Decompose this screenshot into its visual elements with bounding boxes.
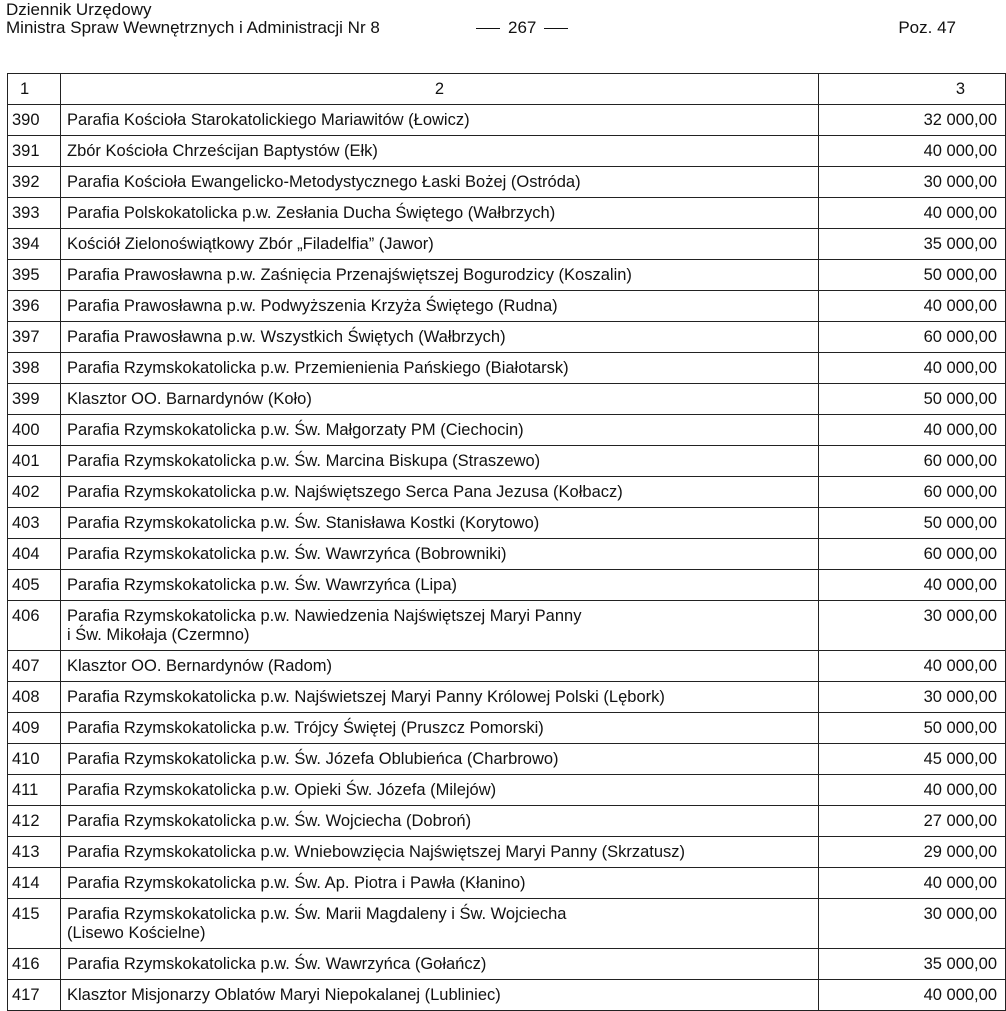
row-number: 406 xyxy=(8,601,61,651)
table-row xyxy=(8,806,1006,837)
row-name-continuation: (Lisewo Kościelne) xyxy=(67,924,206,942)
table-row xyxy=(8,415,1006,446)
row-name-cell xyxy=(61,291,819,322)
table-row xyxy=(8,744,1006,775)
row-number: 391 xyxy=(8,136,61,167)
row-name-cell xyxy=(61,322,819,353)
row-amount: 40 000,00 xyxy=(819,868,1006,899)
row-amount: 40 000,00 xyxy=(819,570,1006,601)
row-amount: 30 000,00 xyxy=(819,601,1006,651)
row-name: Parafia Rzymskokatolicka p.w. Nawiedzenia Najświętszej Maryi Panny xyxy=(67,607,582,625)
ministry-issue: Ministra Spraw Wewnętrznych i Administracji Nr 8 xyxy=(6,18,380,37)
grants-table xyxy=(7,73,1006,1011)
row-name: Parafia Kościoła Ewangelicko-Metodystycznego Łaski Bożej (Ostróda) xyxy=(67,173,581,191)
row-name-cell xyxy=(61,682,819,713)
row-amount: 40 000,00 xyxy=(819,651,1006,682)
table-row xyxy=(8,949,1006,980)
table-row xyxy=(8,980,1006,1011)
table-row xyxy=(8,651,1006,682)
column-header-3: 3 xyxy=(819,74,1006,105)
row-name: Parafia Rzymskokatolicka p.w. Św. Wawrzyńca (Bobrowniki) xyxy=(67,545,507,563)
table-row xyxy=(8,384,1006,415)
row-name-cell xyxy=(61,415,819,446)
row-amount: 40 000,00 xyxy=(819,198,1006,229)
table-row xyxy=(8,713,1006,744)
row-number: 411 xyxy=(8,775,61,806)
row-amount: 60 000,00 xyxy=(819,446,1006,477)
row-name-cell xyxy=(61,353,819,384)
row-name-cell xyxy=(61,446,819,477)
row-amount: 50 000,00 xyxy=(819,508,1006,539)
row-name-cell xyxy=(61,837,819,868)
table-row xyxy=(8,260,1006,291)
row-number: 393 xyxy=(8,198,61,229)
row-amount: 50 000,00 xyxy=(819,260,1006,291)
row-number: 410 xyxy=(8,744,61,775)
row-amount: 50 000,00 xyxy=(819,713,1006,744)
row-amount: 35 000,00 xyxy=(819,949,1006,980)
row-number: 394 xyxy=(8,229,61,260)
column-header-1: 1 xyxy=(8,74,61,105)
table-row xyxy=(8,105,1006,136)
row-number: 409 xyxy=(8,713,61,744)
row-number: 405 xyxy=(8,570,61,601)
row-name-cell xyxy=(61,136,819,167)
row-name: Kościół Zielonoświątkowy Zbór „Filadelfia” (Jawor) xyxy=(67,235,434,253)
row-name-cell xyxy=(61,198,819,229)
row-amount: 30 000,00 xyxy=(819,899,1006,949)
row-name-cell xyxy=(61,601,819,651)
row-name-cell xyxy=(61,899,819,949)
row-name: Zbór Kościoła Chrześcijan Baptystów (Ełk) xyxy=(67,142,378,160)
row-number: 414 xyxy=(8,868,61,899)
row-name-cell xyxy=(61,539,819,570)
page-header xyxy=(6,0,956,40)
table-row xyxy=(8,539,1006,570)
row-name: Parafia Rzymskokatolicka p.w. Najświętszego Serca Pana Jezusa (Kołbacz) xyxy=(67,483,623,501)
row-name-cell xyxy=(61,651,819,682)
row-name: Parafia Rzymskokatolicka p.w. Najświetszej Maryi Panny Królowej Polski (Lębork) xyxy=(67,688,665,706)
table-header-row xyxy=(8,74,1006,105)
row-name: Klasztor Misjonarzy Oblatów Maryi Niepokalanej (Lubliniec) xyxy=(67,986,501,1004)
row-amount: 40 000,00 xyxy=(819,775,1006,806)
row-name-cell xyxy=(61,384,819,415)
row-amount: 40 000,00 xyxy=(819,291,1006,322)
row-number: 417 xyxy=(8,980,61,1011)
row-amount: 29 000,00 xyxy=(819,837,1006,868)
page-number-line xyxy=(468,18,576,38)
row-name: Parafia Rzymskokatolicka p.w. Św. Marcina Biskupa (Straszewo) xyxy=(67,452,541,470)
table-row xyxy=(8,167,1006,198)
row-amount: 27 000,00 xyxy=(819,806,1006,837)
row-amount: 50 000,00 xyxy=(819,384,1006,415)
row-amount: 40 000,00 xyxy=(819,353,1006,384)
table-row xyxy=(8,446,1006,477)
row-name: Parafia Rzymskokatolicka p.w. Św. Wawrzyńca (Gołańcz) xyxy=(67,955,487,973)
row-name: Parafia Prawosławna p.w. Zaśnięcia Przenajświętszej Bogurodzicy (Koszalin) xyxy=(67,266,632,284)
row-name-cell xyxy=(61,980,819,1011)
row-name-cell xyxy=(61,713,819,744)
row-name: Parafia Rzymskokatolicka p.w. Św. Wojciecha (Dobroń) xyxy=(67,812,472,830)
row-name: Klasztor OO. Bernardynów (Radom) xyxy=(67,657,333,675)
row-name: Parafia Prawosławna p.w. Podwyższenia Krzyża Świętego (Rudna) xyxy=(67,297,558,315)
journal-title: Dziennik Urzędowy xyxy=(6,0,152,19)
table-row xyxy=(8,198,1006,229)
column-header-2: 2 xyxy=(61,74,819,105)
row-name: Parafia Rzymskokatolicka p.w. Św. Wawrzyńca (Lipa) xyxy=(67,576,458,594)
row-number: 401 xyxy=(8,446,61,477)
row-name: Parafia Rzymskokatolicka p.w. Trójcy Świętej (Pruszcz Pomorski) xyxy=(67,719,544,737)
row-name-cell xyxy=(61,229,819,260)
row-number: 392 xyxy=(8,167,61,198)
row-number: 415 xyxy=(8,899,61,949)
row-name: Parafia Rzymskokatolicka p.w. Św. Marii Magdaleny i Św. Wojciecha xyxy=(67,905,567,923)
row-amount: 35 000,00 xyxy=(819,229,1006,260)
row-name-cell xyxy=(61,105,819,136)
row-number: 397 xyxy=(8,322,61,353)
row-name-continuation: i Św. Mikołaja (Czermno) xyxy=(67,626,250,644)
row-name: Parafia Rzymskokatolicka p.w. Opieki Św. Józefa (Milejów) xyxy=(67,781,497,799)
row-number: 398 xyxy=(8,353,61,384)
row-name-cell xyxy=(61,260,819,291)
row-number: 399 xyxy=(8,384,61,415)
row-name: Parafia Kościoła Starokatolickiego Mariawitów (Łowicz) xyxy=(67,111,470,129)
position-number: Poz. 47 xyxy=(898,18,956,37)
row-amount: 30 000,00 xyxy=(819,167,1006,198)
row-name-cell xyxy=(61,868,819,899)
row-number: 403 xyxy=(8,508,61,539)
row-number: 408 xyxy=(8,682,61,713)
row-name-cell xyxy=(61,508,819,539)
table-row xyxy=(8,291,1006,322)
row-name: Parafia Rzymskokatolicka p.w. Św. Stanisława Kostki (Korytowo) xyxy=(67,514,540,532)
row-amount: 60 000,00 xyxy=(819,539,1006,570)
row-name: Klasztor OO. Barnardynów (Koło) xyxy=(67,390,312,408)
row-amount: 60 000,00 xyxy=(819,477,1006,508)
dash-left xyxy=(476,28,500,29)
row-amount: 45 000,00 xyxy=(819,744,1006,775)
table-row xyxy=(8,868,1006,899)
table-row xyxy=(8,508,1006,539)
table-row xyxy=(8,601,1006,651)
row-name: Parafia Polskokatolicka p.w. Zesłania Ducha Świętego (Wałbrzych) xyxy=(67,204,556,222)
row-name: Parafia Rzymskokatolicka p.w. Wniebowzięcia Najświętszej Maryi Panny (Skrzatusz) xyxy=(67,843,686,861)
table-row xyxy=(8,570,1006,601)
row-name-cell xyxy=(61,806,819,837)
row-number: 413 xyxy=(8,837,61,868)
table-row xyxy=(8,229,1006,260)
row-number: 395 xyxy=(8,260,61,291)
table-row xyxy=(8,477,1006,508)
dash-right xyxy=(544,28,568,29)
row-number: 412 xyxy=(8,806,61,837)
table-row xyxy=(8,775,1006,806)
row-name: Parafia Rzymskokatolicka p.w. Św. Józefa Oblubieńca (Charbrowo) xyxy=(67,750,559,768)
table-row xyxy=(8,322,1006,353)
row-number: 400 xyxy=(8,415,61,446)
table-row xyxy=(8,353,1006,384)
row-number: 402 xyxy=(8,477,61,508)
row-amount: 40 000,00 xyxy=(819,415,1006,446)
row-name-cell xyxy=(61,167,819,198)
row-name: Parafia Rzymskokatolicka p.w. Św. Ap. Piotra i Pawła (Kłanino) xyxy=(67,874,526,892)
row-amount: 30 000,00 xyxy=(819,682,1006,713)
row-amount: 40 000,00 xyxy=(819,980,1006,1011)
row-amount: 40 000,00 xyxy=(819,136,1006,167)
row-name-cell xyxy=(61,775,819,806)
table-row xyxy=(8,136,1006,167)
row-name-cell xyxy=(61,570,819,601)
row-number: 404 xyxy=(8,539,61,570)
row-name-cell xyxy=(61,949,819,980)
row-amount: 32 000,00 xyxy=(819,105,1006,136)
row-name-cell xyxy=(61,744,819,775)
table-row xyxy=(8,899,1006,949)
table-row xyxy=(8,837,1006,868)
table-row xyxy=(8,682,1006,713)
row-amount: 60 000,00 xyxy=(819,322,1006,353)
row-name-cell xyxy=(61,477,819,508)
row-number: 407 xyxy=(8,651,61,682)
row-number: 416 xyxy=(8,949,61,980)
row-number: 396 xyxy=(8,291,61,322)
row-name: Parafia Rzymskokatolicka p.w. Św. Małgorzaty PM (Ciechocin) xyxy=(67,421,524,439)
row-number: 390 xyxy=(8,105,61,136)
row-name: Parafia Prawosławna p.w. Wszystkich Świętych (Wałbrzych) xyxy=(67,328,506,346)
row-name: Parafia Rzymskokatolicka p.w. Przemienienia Pańskiego (Białotarsk) xyxy=(67,359,569,377)
page-number: 267 xyxy=(508,18,537,37)
